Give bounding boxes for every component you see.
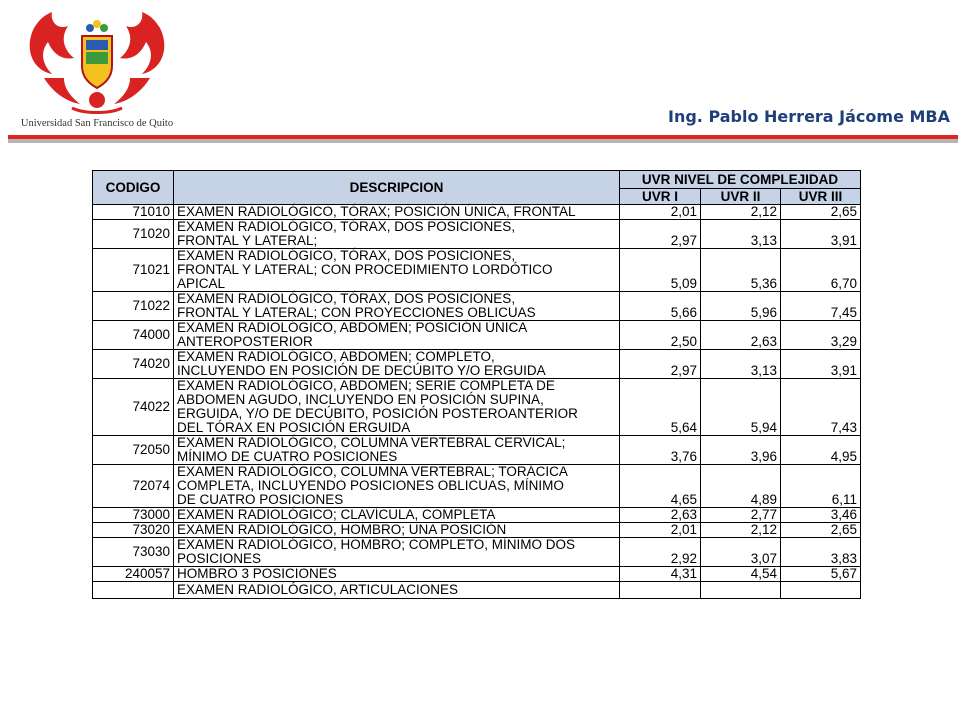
row-uvr-3 (781, 582, 861, 599)
row-uvr-2: 2,77 (701, 508, 781, 523)
row-uvr-3: 6,11 (781, 465, 861, 508)
row-description: EXAMEN RADIOLÓGICO, ABDOMEN; POSICIÓN ÚNICA ANTEROPOSTERIOR (174, 321, 620, 350)
header-uvr-group: UVR NIVEL DE COMPLEJIDAD (620, 171, 861, 189)
row-code: 74022 (93, 379, 174, 436)
row-uvr-1: 2,63 (620, 508, 701, 523)
row-uvr-3: 5,67 (781, 567, 861, 582)
row-uvr-1: 2,97 (620, 350, 701, 379)
table-row (93, 205, 861, 220)
row-code: 73020 (93, 523, 174, 538)
row-uvr-2: 4,89 (701, 465, 781, 508)
table-row (93, 523, 861, 538)
row-uvr-1 (620, 582, 701, 599)
row-uvr-3: 7,43 (781, 379, 861, 436)
row-description: EXAMEN RADIOLÓGICO, HOMBRO; COMPLETO, MÍNIMO DOS POSICIONES (174, 538, 620, 567)
row-uvr-3: 2,65 (781, 205, 861, 220)
row-uvr-2 (701, 582, 781, 599)
row-code: 71010 (93, 205, 174, 220)
row-code (93, 582, 174, 599)
uvr-table-body (93, 205, 861, 599)
row-uvr-2: 3,07 (701, 538, 781, 567)
row-uvr-2: 2,12 (701, 523, 781, 538)
header-uvr-3: UVR III (781, 189, 861, 205)
row-uvr-1: 2,97 (620, 220, 701, 249)
row-uvr-3: 4,95 (781, 436, 861, 465)
row-uvr-2: 2,12 (701, 205, 781, 220)
table-row (93, 582, 861, 599)
row-uvr-3: 3,91 (781, 350, 861, 379)
row-uvr-1: 2,92 (620, 538, 701, 567)
row-description: EXAMEN RADIOLÓGICO, COLUMNA VERTEBRAL; TORÁCICA COMPLETA, INCLUYENDO POSICIONES OBLICUAS, MÍNIMO DE CUATRO POSICIONES (174, 465, 620, 508)
row-uvr-2: 3,13 (701, 220, 781, 249)
row-code: 72074 (93, 465, 174, 508)
row-code: 71020 (93, 220, 174, 249)
row-uvr-2: 2,63 (701, 321, 781, 350)
table-row (93, 538, 861, 567)
header-divider-grey (8, 139, 958, 143)
uvr-table (92, 170, 861, 599)
row-code: 74020 (93, 350, 174, 379)
row-description: EXAMEN RADIOLÓGICO, TÓRAX, DOS POSICIONES, FRONTAL Y LATERAL; CON PROCEDIMIENTO LORDÓTICO APICAL (174, 249, 620, 292)
row-uvr-1: 2,50 (620, 321, 701, 350)
row-uvr-3: 3,46 (781, 508, 861, 523)
header-uvr-2: UVR II (701, 189, 781, 205)
row-code: 74000 (93, 321, 174, 350)
uvr-table-container (92, 170, 862, 654)
table-row (93, 321, 861, 350)
row-description: EXAMEN RADIOLÓGICO, ABDOMEN; SERIE COMPLETA DE ABDOMEN AGUDO, INCLUYENDO EN POSICIÓN SUPINA, ERGUIDA, Y/O DE DECÚBITO, POSICIÓN POSTEROANTERIOR DEL TÓRAX EN POSICIÓN ERGUIDA (174, 379, 620, 436)
university-name: Universidad San Francisco de Quito (20, 118, 174, 129)
row-uvr-2: 5,36 (701, 249, 781, 292)
row-uvr-3: 3,29 (781, 321, 861, 350)
row-description: EXAMEN RADIOLÓGICO, COLUMNA VERTEBRAL CERVICAL; MÍNIMO DE CUATRO POSICIONES (174, 436, 620, 465)
row-code: 73000 (93, 508, 174, 523)
table-row (93, 249, 861, 292)
row-description: EXAMEN RADIOLÓGICO, TÓRAX, DOS POSICIONES, FRONTAL Y LATERAL; CON PROYECCIONES OBLICUAS (174, 292, 620, 321)
row-code: 71021 (93, 249, 174, 292)
row-uvr-2: 3,96 (701, 436, 781, 465)
row-code: 72050 (93, 436, 174, 465)
row-description: HOMBRO 3 POSICIONES (174, 567, 620, 582)
table-row (93, 465, 861, 508)
row-code: 240057 (93, 567, 174, 582)
usfq-dragon-crest-icon (24, 8, 170, 116)
row-uvr-3: 3,83 (781, 538, 861, 567)
author-name: Ing. Pablo Herrera Jácome MBA (668, 107, 950, 126)
row-uvr-2: 5,96 (701, 292, 781, 321)
table-row (93, 350, 861, 379)
row-uvr-3: 7,45 (781, 292, 861, 321)
row-uvr-1: 5,66 (620, 292, 701, 321)
table-row (93, 379, 861, 436)
row-description: EXAMEN RADIOLÓGICO, TÓRAX; POSICIÓN ÚNICA, FRONTAL (174, 205, 620, 220)
row-uvr-1: 4,65 (620, 465, 701, 508)
university-logo (14, 8, 180, 132)
row-description: EXAMEN RADIOLÓGICO, TÓRAX, DOS POSICIONES, FRONTAL Y LATERAL; (174, 220, 620, 249)
row-uvr-2: 5,94 (701, 379, 781, 436)
row-uvr-2: 3,13 (701, 350, 781, 379)
table-row (93, 567, 861, 582)
header-descripcion: DESCRIPCION (174, 171, 620, 205)
row-uvr-1: 2,01 (620, 523, 701, 538)
row-uvr-3: 6,70 (781, 249, 861, 292)
table-row (93, 508, 861, 523)
row-uvr-1: 4,31 (620, 567, 701, 582)
row-description: EXAMEN RADIOLÓGICO; CLAVÍCULA, COMPLETA (174, 508, 620, 523)
row-uvr-1: 2,01 (620, 205, 701, 220)
row-description: EXAMEN RADIOLÓGICO, ABDOMEN; COMPLETO, INCLUYENDO EN POSICIÓN DE DECÚBITO Y/O ERGUIDA (174, 350, 620, 379)
row-description: EXAMEN RADIOLÓGICO, ARTICULACIONES (174, 582, 620, 599)
row-code: 71022 (93, 292, 174, 321)
table-row (93, 436, 861, 465)
header-uvr-1: UVR I (620, 189, 701, 205)
table-row (93, 292, 861, 321)
table-row (93, 220, 861, 249)
header-codigo: CODIGO (93, 171, 174, 205)
row-description: EXAMEN RADIOLÓGICO, HOMBRO; UNA POSICIÓN (174, 523, 620, 538)
row-uvr-3: 3,91 (781, 220, 861, 249)
row-uvr-1: 5,64 (620, 379, 701, 436)
row-uvr-1: 5,09 (620, 249, 701, 292)
row-code: 73030 (93, 538, 174, 567)
row-uvr-3: 2,65 (781, 523, 861, 538)
row-uvr-1: 3,76 (620, 436, 701, 465)
row-uvr-2: 4,54 (701, 567, 781, 582)
